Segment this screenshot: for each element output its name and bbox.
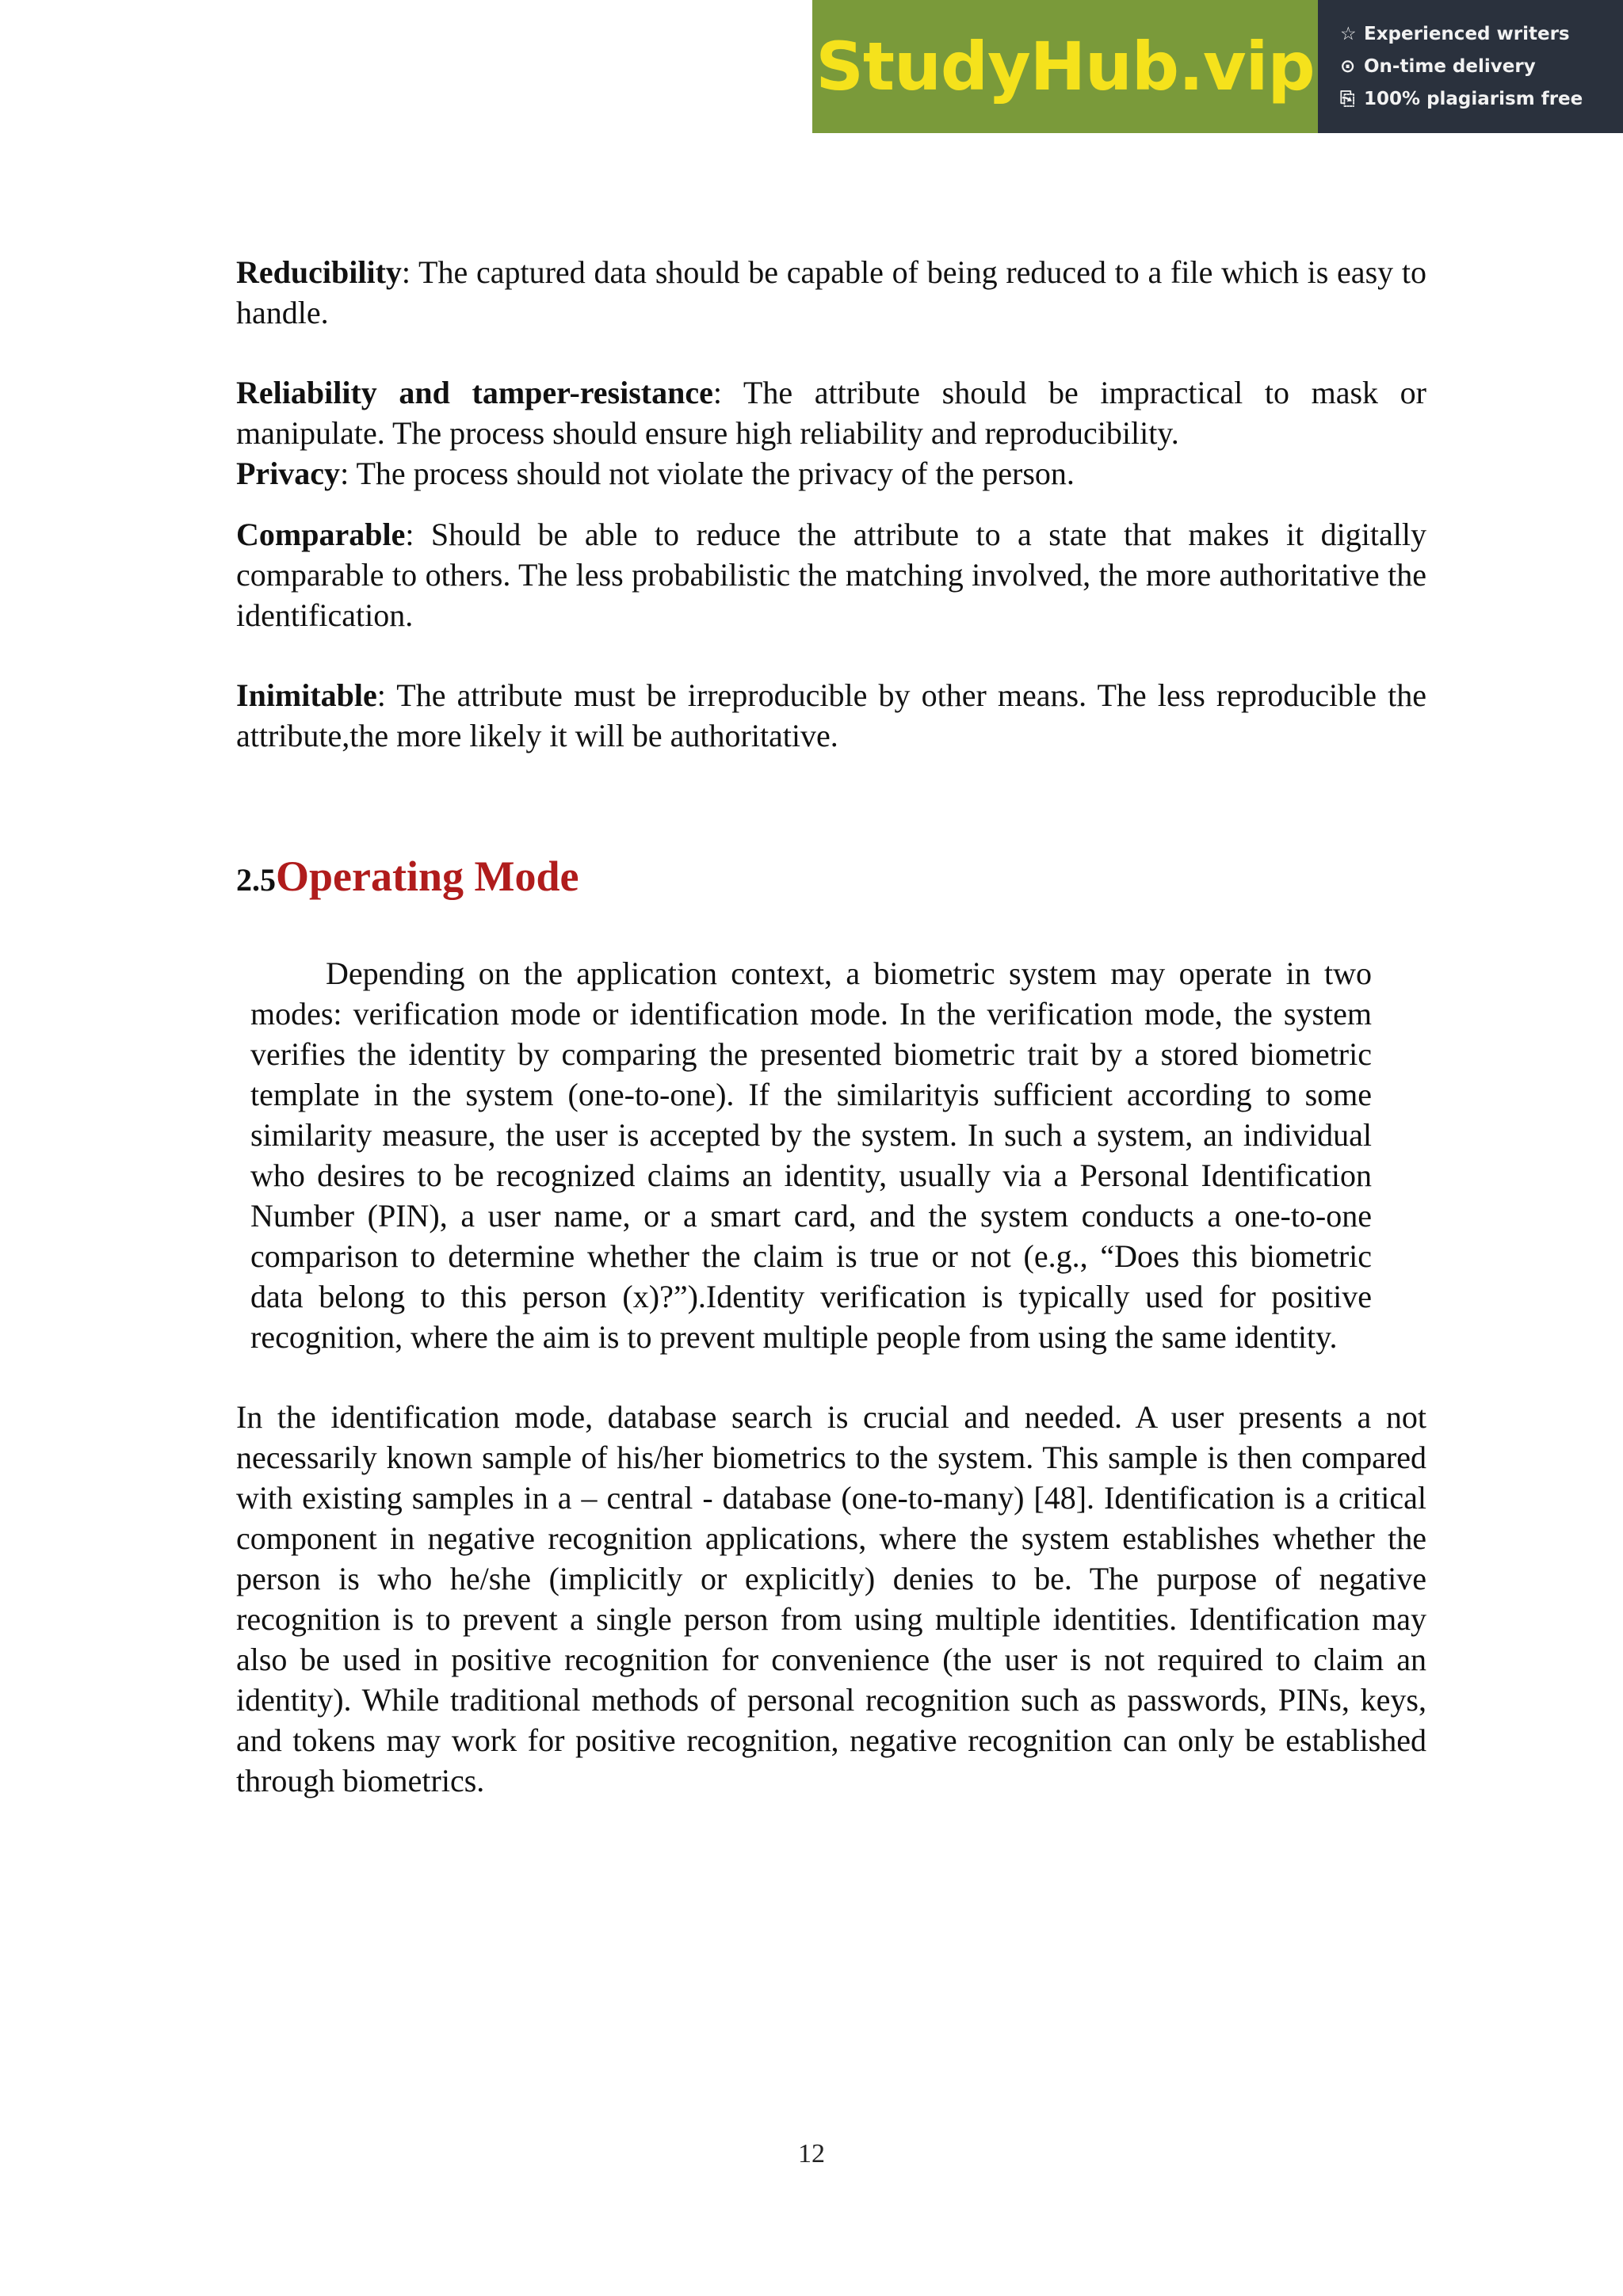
- feature-label: On-time delivery: [1364, 55, 1536, 77]
- definition-text: : The attribute should be impractical to mask or manipulate. The process should ensure high reliability and reproducibility.: [236, 375, 1426, 451]
- section-title: Operating Mode: [276, 852, 579, 900]
- document-icon: ⎘: [1340, 88, 1355, 109]
- studyhub-banner[interactable]: [812, 0, 1623, 133]
- definition-text: : The attribute must be irreproducible by other means. The less reproducible the attribute,the more likely it will be authoritative.: [236, 677, 1426, 753]
- studyhub-logo[interactable]: StudyHub.vip: [815, 28, 1315, 105]
- paragraph-comparable: [236, 514, 1426, 635]
- clock-icon: ⊙: [1340, 55, 1356, 77]
- paragraph-privacy: [236, 453, 1426, 494]
- feature-label: 100% plagiarism free: [1364, 88, 1583, 109]
- term-reducibility: Reducibility: [236, 254, 402, 290]
- definition-text: : The process should not violate the privacy of the person.: [340, 456, 1075, 491]
- definition-text: : Should be able to reduce the attribute to a state that makes it digitally comparable to others. The less probabilistic the matching involved, the more authoritative the identification.: [236, 517, 1426, 633]
- feature-plagiarism-free: [1340, 83, 1623, 116]
- paragraph-inimitable: [236, 675, 1426, 756]
- feature-label: Experienced writers: [1364, 23, 1570, 44]
- term-comparable: Comparable: [236, 517, 406, 552]
- term-inimitable: Inimitable: [236, 677, 377, 713]
- section-heading: [236, 852, 1426, 904]
- paragraph-verification-mode: Depending on the application context, a biometric system may operate in two modes: verification mode or identification mode. In the verification mode, the system verifies the identity by comparing the presented biometric trait by a stored biometric template in the system (one-to-one). If the similarityis sufficient according to some similarity measure, the user is accepted by the system. In such a system, an individual who desires to be recognized claims an identity, usually via a Personal Identification Number (PIN), a user name, or a smart card, and the system conducts a one-to-one comparison to determine whether the claim is true or not (e.g., “Does this biometric data belong to this person (x)?”).Identity verification is typically used for positive recognition, where the aim is to prevent multiple people from using the same identity.: [250, 955, 1372, 1355]
- star-icon: ☆: [1340, 23, 1357, 44]
- paragraph-reducibility: [236, 252, 1426, 333]
- page-number: 12: [798, 2139, 825, 2168]
- document-content: [236, 252, 1426, 1801]
- term-reliability: Reliability and tamper-resistance: [236, 375, 713, 410]
- term-privacy: Privacy: [236, 456, 341, 491]
- feature-experienced-writers: [1340, 18, 1623, 51]
- paragraph-reliability: [236, 372, 1426, 453]
- banner-features-panel: [1318, 0, 1623, 133]
- definition-text: : The captured data should be capable of being reduced to a file which is easy to handle.: [236, 254, 1426, 330]
- paragraph-identification-mode: In the identification mode, database search is crucial and needed. A user presents a not necessarily known sample of his/her biometrics to the system. This sample is then compared with existing samples in a – central - database (one-to-many) [48]. Identification is a critical component in negative recognition applications, where the system establishes whether the person is who he/she (implicitly or explicitly) denies to be. The purpose of negative recognition is to prevent a single person from using multiple identities. Identification may also be used in positive recognition for convenience (the user is not required to claim an identity). While traditional methods of personal recognition such as passwords, PINs, keys, and tokens may work for positive recognition, negative recognition can only be established through biometrics.: [236, 1399, 1426, 1798]
- section-number: 2.5: [236, 862, 276, 898]
- feature-on-time-delivery: [1340, 51, 1623, 83]
- banner-brand-panel: [812, 0, 1318, 133]
